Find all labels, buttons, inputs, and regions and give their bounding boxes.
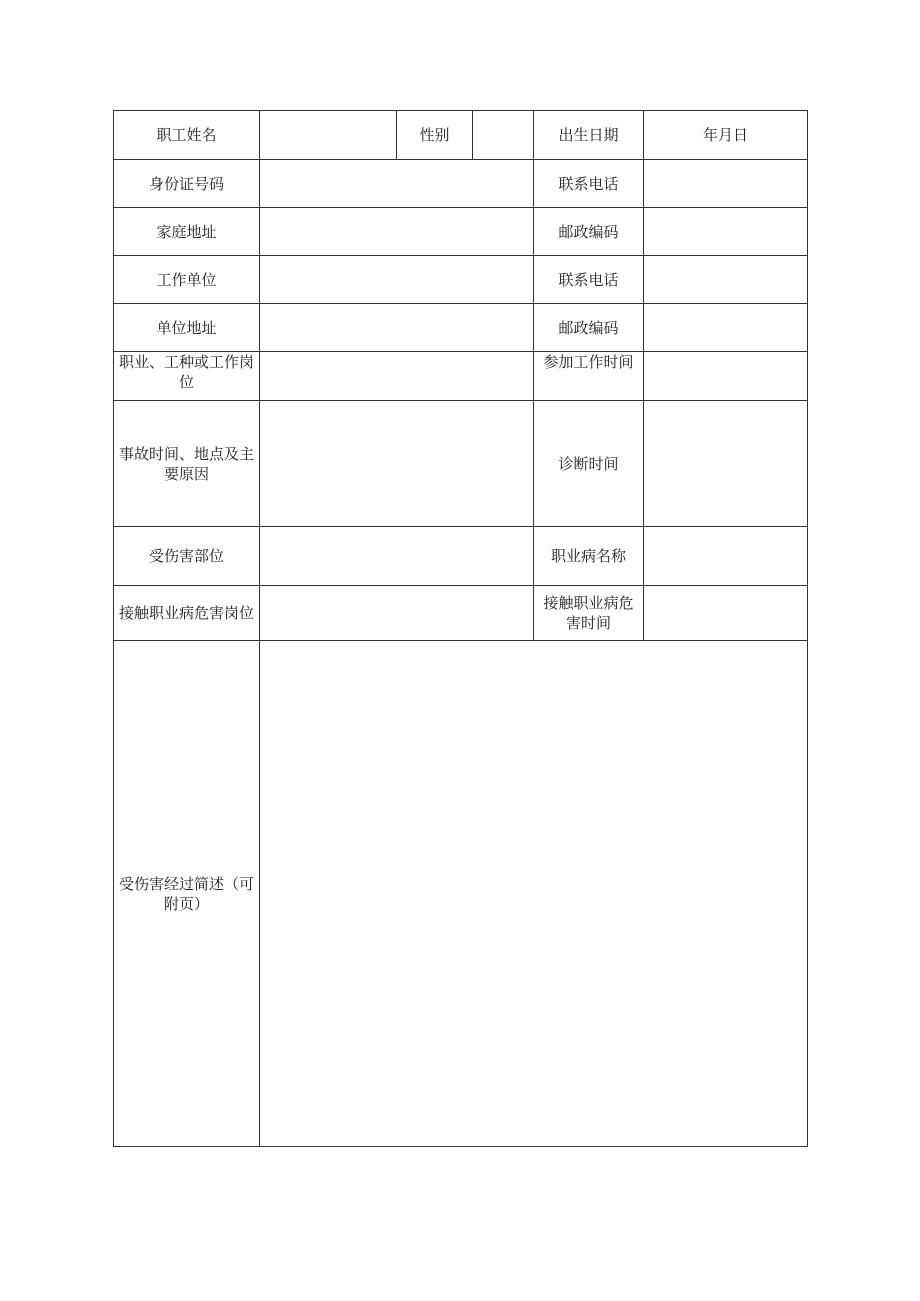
gender-field[interactable]: [473, 111, 534, 160]
postcode-field[interactable]: [644, 208, 808, 256]
row-id-number: [114, 160, 808, 208]
hazard-post-label: 接触职业病危害岗位: [114, 586, 260, 641]
injury-registration-form: [113, 110, 808, 1147]
id-number-label: 身份证号码: [114, 160, 260, 208]
employer-phone-field[interactable]: [644, 256, 808, 304]
row-name: [114, 111, 808, 160]
row-employer-address: [114, 304, 808, 352]
description-field[interactable]: [260, 641, 808, 1147]
row-occupation: [114, 352, 808, 401]
employer-postcode-label: 邮政编码: [534, 304, 644, 352]
disease-name-field[interactable]: [644, 527, 808, 586]
work-start-label: 参加工作时间: [534, 352, 644, 401]
row-description: [114, 641, 808, 1147]
employer-label: 工作单位: [114, 256, 260, 304]
work-start-field[interactable]: [644, 352, 808, 401]
occupation-field[interactable]: [260, 352, 534, 401]
injured-part-label: 受伤害部位: [114, 527, 260, 586]
row-hazard: [114, 586, 808, 641]
row-injured-part: [114, 527, 808, 586]
row-home-address: [114, 208, 808, 256]
postcode-label: 邮政编码: [534, 208, 644, 256]
id-number-field[interactable]: [260, 160, 534, 208]
accident-field[interactable]: [260, 401, 534, 527]
injured-part-field[interactable]: [260, 527, 534, 586]
home-address-field[interactable]: [260, 208, 534, 256]
birth-date-label: 出生日期: [534, 111, 644, 160]
employer-postcode-field[interactable]: [644, 304, 808, 352]
hazard-time-field[interactable]: [644, 586, 808, 641]
accident-label: 事故时间、地点及主要原因: [114, 401, 260, 527]
name-field[interactable]: [260, 111, 397, 160]
occupation-label: 职业、工种或工作岗位: [114, 352, 260, 401]
home-address-label: 家庭地址: [114, 208, 260, 256]
employer-field[interactable]: [260, 256, 534, 304]
diagnosis-time-field[interactable]: [644, 401, 808, 527]
employer-address-field[interactable]: [260, 304, 534, 352]
name-label: 职工姓名: [114, 111, 260, 160]
birth-date-field[interactable]: 年月日: [644, 111, 808, 160]
row-employer: [114, 256, 808, 304]
gender-label: 性别: [397, 111, 473, 160]
employer-address-label: 单位地址: [114, 304, 260, 352]
disease-name-label: 职业病名称: [534, 527, 644, 586]
row-accident: [114, 401, 808, 527]
hazard-time-label: 接触职业病危害时间: [534, 586, 644, 641]
employer-phone-label: 联系电话: [534, 256, 644, 304]
description-label: 受伤害经过简述（可附页）: [114, 641, 260, 1147]
hazard-post-field[interactable]: [260, 586, 534, 641]
diagnosis-time-label: 诊断时间: [534, 401, 644, 527]
phone-label: 联系电话: [534, 160, 644, 208]
phone-field[interactable]: [644, 160, 808, 208]
